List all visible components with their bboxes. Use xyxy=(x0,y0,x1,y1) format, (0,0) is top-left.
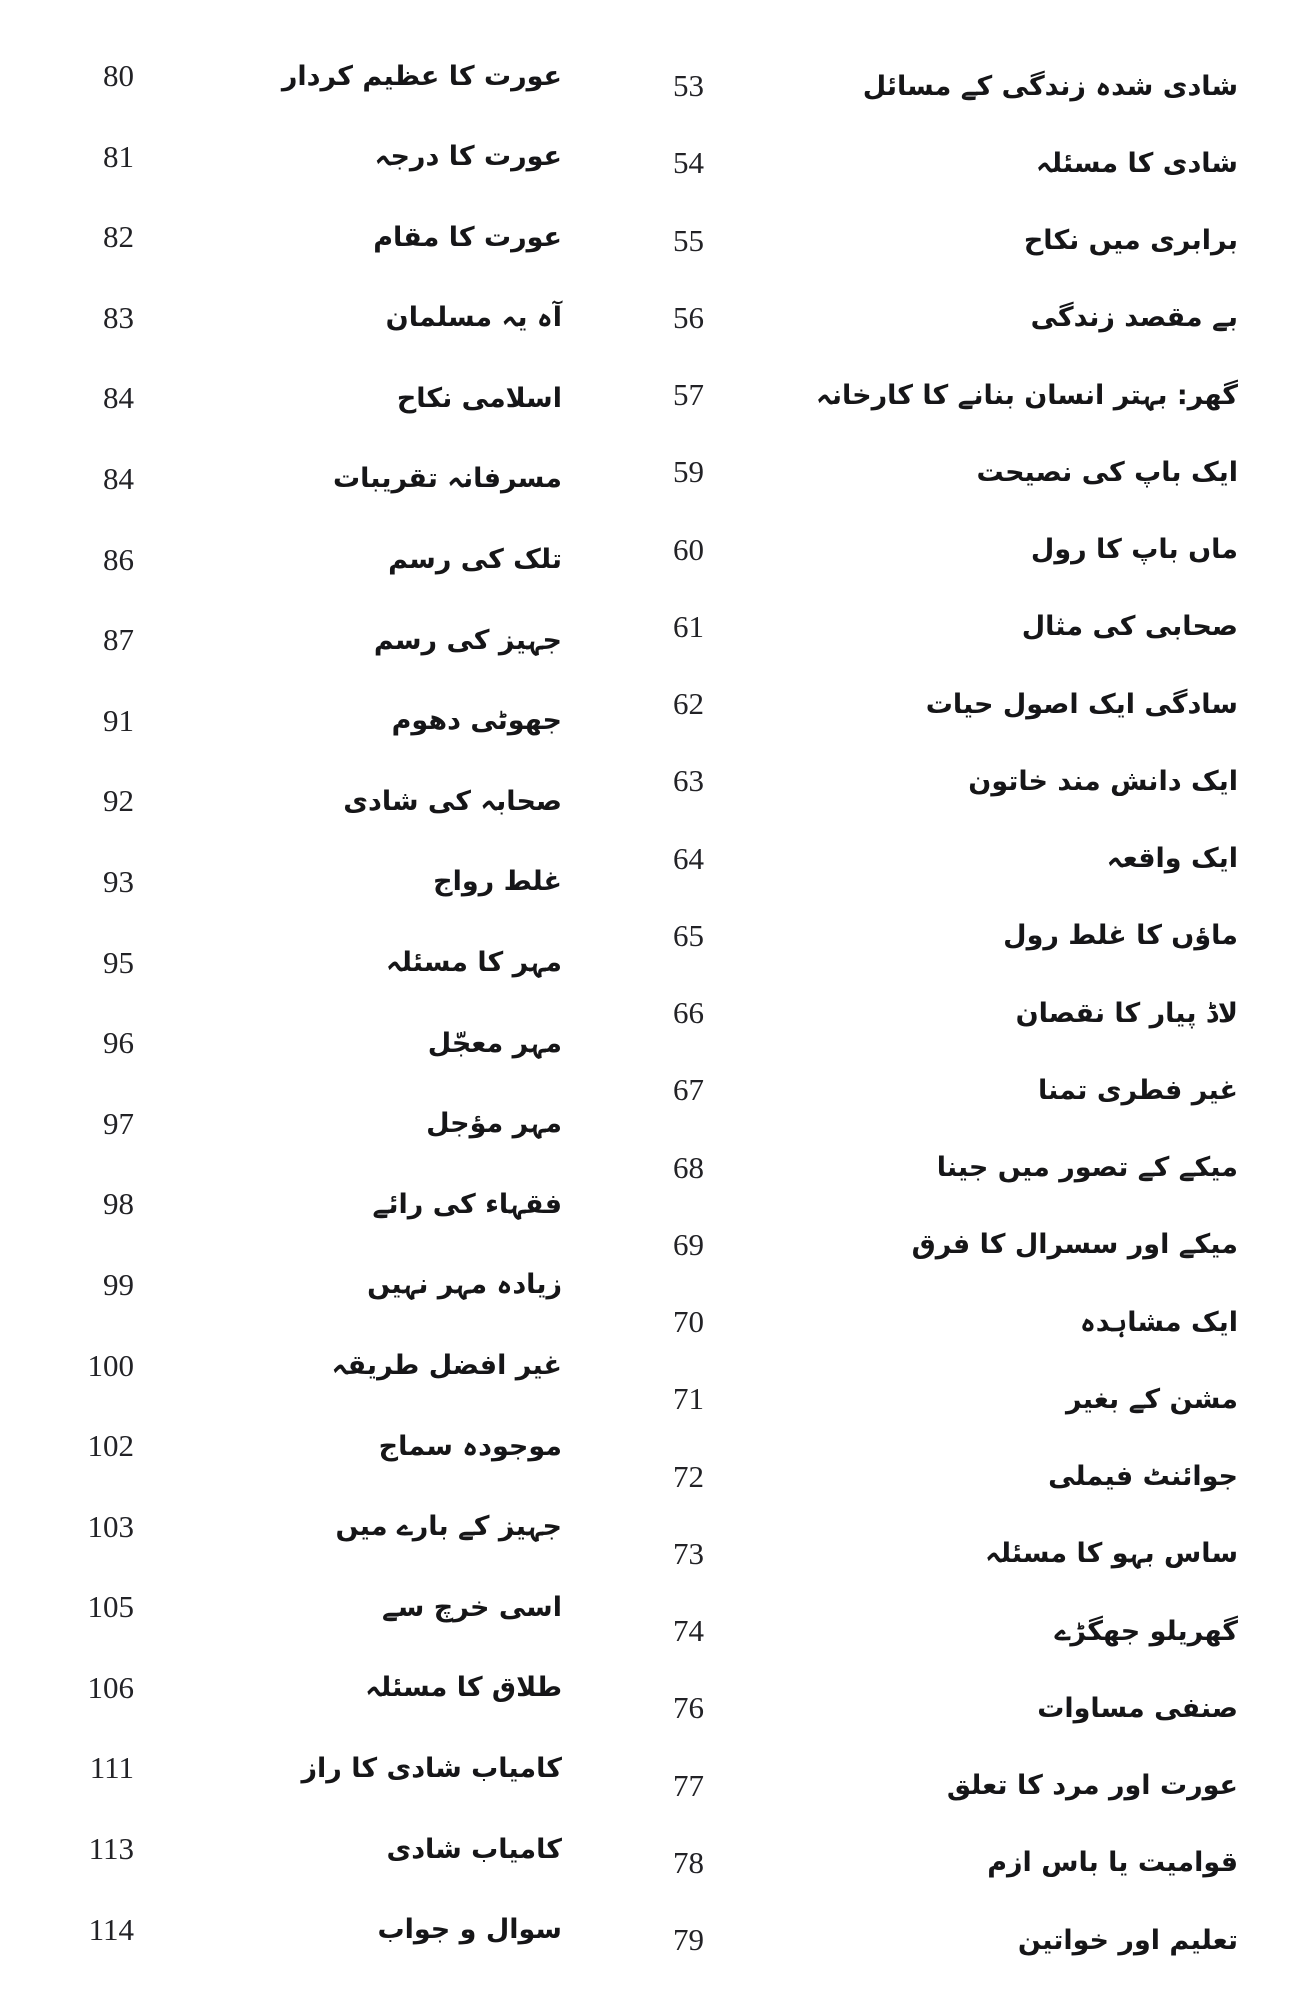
toc-entry-row xyxy=(632,1768,1238,1804)
toc-entry-page-number: 66 xyxy=(673,995,704,1030)
toc-entry-row xyxy=(62,219,562,255)
toc-entry-page-number: 86 xyxy=(103,541,134,577)
toc-entry-title: عورت کا درجہ xyxy=(374,141,562,173)
toc-entry-page-number: 61 xyxy=(673,608,704,644)
toc-entry-row xyxy=(62,945,562,981)
toc-entry-page-number: 82 xyxy=(103,219,134,255)
toc-entry-page-number: 59 xyxy=(673,454,704,490)
toc-entry-title: مشن کے بغیر xyxy=(1065,1383,1238,1415)
toc-entry-page-number: 106 xyxy=(87,1669,134,1705)
toc-entry-page-number: 114 xyxy=(88,1911,134,1947)
toc-entry-title: صحابی کی مثال xyxy=(1021,611,1238,643)
toc-entry-page-number: 65 xyxy=(673,917,704,953)
toc-entry-title: ماؤں کا غلط رول xyxy=(1003,920,1238,952)
toc-entry-row xyxy=(62,864,562,900)
toc-entry-page-number: 68 xyxy=(673,1149,704,1185)
toc-entry-row xyxy=(632,1072,1238,1108)
toc-entry-title: ایک دانش مند خاتون xyxy=(968,765,1238,797)
toc-entry-row xyxy=(632,300,1238,336)
toc-entry-page-number: 77 xyxy=(673,1767,704,1803)
toc-entry-title: مہر معجّل xyxy=(427,1027,562,1059)
toc-entry-page-number: 71 xyxy=(673,1381,704,1417)
toc-entry-row xyxy=(632,1613,1238,1649)
toc-entry-title: عورت کا مقام xyxy=(373,221,562,253)
toc-entry-row xyxy=(62,1348,562,1384)
toc-entry-row xyxy=(62,1025,562,1061)
toc-entry-row xyxy=(632,532,1238,568)
toc-column-right xyxy=(632,68,1238,1958)
toc-entry-title: اسلامی نکاح xyxy=(396,382,562,414)
toc-entry-title: سادگی ایک اصول حیات xyxy=(925,688,1238,720)
toc-entry-row xyxy=(632,1459,1238,1495)
toc-entry-title: ایک مشاہدہ xyxy=(1079,1306,1238,1338)
toc-entry-row xyxy=(632,454,1238,490)
toc-entry-row xyxy=(632,1845,1238,1881)
toc-entry-title: ماں باپ کا رول xyxy=(1030,534,1238,565)
toc-entry-row xyxy=(62,1428,562,1464)
toc-entry-row xyxy=(632,377,1238,413)
toc-column-left xyxy=(62,58,562,1948)
toc-entry-row xyxy=(62,1831,562,1867)
toc-entry-page-number: 74 xyxy=(673,1613,704,1648)
toc-entry-row xyxy=(62,1750,562,1786)
toc-entry-title: سوال و جواب xyxy=(377,1914,562,1946)
toc-entry-page-number: 67 xyxy=(673,1072,704,1108)
toc-entry-title: بے مقصد زندگی xyxy=(1030,302,1238,334)
toc-entry-page-number: 57 xyxy=(673,377,704,412)
toc-entry-row xyxy=(632,686,1238,722)
toc-entry-page-number: 78 xyxy=(673,1844,704,1880)
toc-entry-row xyxy=(632,1381,1238,1417)
toc-entry-title: تعلیم اور خواتین xyxy=(1017,1924,1238,1956)
toc-entry-title: مہر مؤجل xyxy=(426,1108,562,1140)
toc-entry-row xyxy=(632,995,1238,1031)
toc-entry-page-number: 96 xyxy=(103,1025,134,1061)
toc-entry-row xyxy=(632,918,1238,954)
toc-entry-title: اسی خرچ سے xyxy=(381,1591,562,1623)
toc-entry-row xyxy=(62,1106,562,1142)
toc-entry-title: ایک واقعہ xyxy=(1106,843,1238,874)
toc-entry-page-number: 64 xyxy=(673,840,704,876)
toc-entry-title: زیادہ مہر نہیں xyxy=(367,1269,562,1301)
toc-entry-title: جہیز کے بارے میں xyxy=(335,1511,562,1543)
toc-entry-title: عورت کا عظیم کردار xyxy=(281,60,562,92)
toc-entry-page-number: 76 xyxy=(673,1690,704,1726)
toc-entry-page-number: 87 xyxy=(103,622,134,658)
toc-entry-title: مسرفانہ تقریبات xyxy=(333,463,562,495)
toc-entry-row xyxy=(632,1150,1238,1186)
toc-entry-page-number: 73 xyxy=(673,1535,704,1571)
toc-entry-row xyxy=(632,1304,1238,1340)
toc-entry-row xyxy=(62,139,562,175)
toc-entry-page-number: 69 xyxy=(673,1226,704,1262)
toc-entry-row xyxy=(632,68,1238,104)
toc-entry-page-number: 103 xyxy=(87,1508,134,1544)
toc-entry-title: فقہاء کی رائے xyxy=(372,1188,562,1220)
toc-entry-title: برابری میں نکاح xyxy=(1023,225,1238,256)
toc-entry-row xyxy=(62,1267,562,1303)
toc-entry-title: لاڈ پیار کا نقصان xyxy=(1015,997,1238,1029)
toc-entry-title: عورت اور مرد کا تعلق xyxy=(946,1770,1238,1801)
toc-entry-title: میکے کے تصور میں جینا xyxy=(936,1152,1238,1183)
toc-entry-title: قوامیت یا باس ازم xyxy=(987,1847,1238,1879)
toc-entry-page-number: 62 xyxy=(673,686,704,721)
toc-entry-title: موجودہ سماج xyxy=(378,1430,562,1462)
toc-entry-row xyxy=(62,1589,562,1625)
toc-entry-title: گھریلو جھگڑے xyxy=(1054,1615,1238,1647)
toc-entry-row xyxy=(62,542,562,578)
toc-entry-page-number: 111 xyxy=(89,1750,134,1786)
toc-entry-page-number: 93 xyxy=(103,863,134,899)
toc-entry-page-number: 92 xyxy=(103,783,134,819)
toc-entry-page-number: 80 xyxy=(103,58,134,93)
toc-entry-page-number: 99 xyxy=(103,1266,134,1302)
toc-entry-row xyxy=(632,1922,1238,1958)
toc-entry-title: میکے اور سسرال کا فرق xyxy=(911,1229,1238,1261)
toc-entry-title: شادی شدہ زندگی کے مسائل xyxy=(862,70,1238,102)
toc-entry-page-number: 84 xyxy=(103,380,134,416)
toc-entry-title: غلط رواج xyxy=(433,866,562,898)
toc-entry-row xyxy=(62,58,562,94)
toc-entry-page-number: 53 xyxy=(673,68,704,103)
toc-entry-title: جھوٹی دھوم xyxy=(391,705,562,737)
toc-entry-title: ایک باپ کی نصیحت xyxy=(976,456,1238,488)
toc-entry-row xyxy=(62,1186,562,1222)
toc-entry-page-number: 72 xyxy=(673,1458,704,1494)
toc-entry-page-number: 113 xyxy=(88,1831,134,1867)
toc-entry-page-number: 81 xyxy=(103,138,134,174)
toc-entry-row xyxy=(62,461,562,497)
toc-entry-row xyxy=(632,763,1238,799)
toc-entry-title: شادی کا مسئلہ xyxy=(1036,147,1238,179)
toc-entry-row xyxy=(62,1912,562,1948)
toc-entry-row xyxy=(632,223,1238,259)
toc-entry-row xyxy=(62,783,562,819)
toc-entry-page-number: 100 xyxy=(87,1347,134,1383)
toc-entry-row xyxy=(632,841,1238,877)
toc-entry-row xyxy=(632,609,1238,645)
toc-entry-row xyxy=(632,145,1238,181)
toc-entry-page-number: 54 xyxy=(673,145,704,181)
toc-entry-page-number: 98 xyxy=(103,1186,134,1222)
toc-entry-title: صنفی مساوات xyxy=(1037,1692,1238,1724)
toc-entry-title: جہیز کی رسم xyxy=(373,624,562,656)
toc-entry-page-number: 102 xyxy=(87,1428,134,1464)
toc-entry-title: غیر فطری تمنا xyxy=(1038,1074,1238,1106)
toc-entry-page-number: 91 xyxy=(103,702,134,738)
toc-entry-page-number: 56 xyxy=(673,299,704,335)
toc-entry-title: ساس بہو کا مسئلہ xyxy=(985,1538,1238,1570)
toc-entry-row xyxy=(62,703,562,739)
toc-entry-page-number: 70 xyxy=(673,1304,704,1339)
toc-entry-page-number: 63 xyxy=(673,763,704,799)
toc-entry-title: کامیاب شادی کا راز xyxy=(301,1752,562,1784)
toc-entry-title: آہ یہ مسلمان xyxy=(385,302,562,334)
toc-entry-page-number: 83 xyxy=(103,299,134,335)
toc-entry-row xyxy=(62,1509,562,1545)
toc-entry-row xyxy=(62,380,562,416)
toc-entry-page-number: 60 xyxy=(673,531,704,567)
toc-entry-page-number: 84 xyxy=(103,460,134,496)
toc-entry-page-number: 55 xyxy=(673,222,704,258)
toc-entry-row xyxy=(632,1536,1238,1572)
toc-entry-title: کامیاب شادی xyxy=(386,1833,562,1865)
toc-entry-title: گھر: بہتر انسان بنانے کا کارخانہ xyxy=(816,379,1238,411)
toc-entry-row xyxy=(62,300,562,336)
toc-entry-row xyxy=(632,1227,1238,1263)
toc-entry-page-number: 97 xyxy=(103,1105,134,1141)
toc-entry-row xyxy=(62,1670,562,1706)
toc-entry-title: صحابہ کی شادی xyxy=(343,785,562,817)
toc-entry-title: تلک کی رسم xyxy=(388,544,562,576)
toc-entry-row xyxy=(632,1690,1238,1726)
toc-entry-title: طلاق کا مسئلہ xyxy=(365,1672,562,1704)
toc-entry-row xyxy=(62,622,562,658)
toc-entry-page-number: 105 xyxy=(87,1589,134,1625)
toc-entry-title: مہر کا مسئلہ xyxy=(385,947,562,979)
toc-entry-title: جوائنٹ فیملی xyxy=(1048,1461,1238,1492)
toc-entry-page-number: 95 xyxy=(103,944,134,980)
toc-entry-page-number: 79 xyxy=(673,1922,704,1957)
toc-entry-title: غیر افضل طریقہ xyxy=(331,1350,562,1381)
